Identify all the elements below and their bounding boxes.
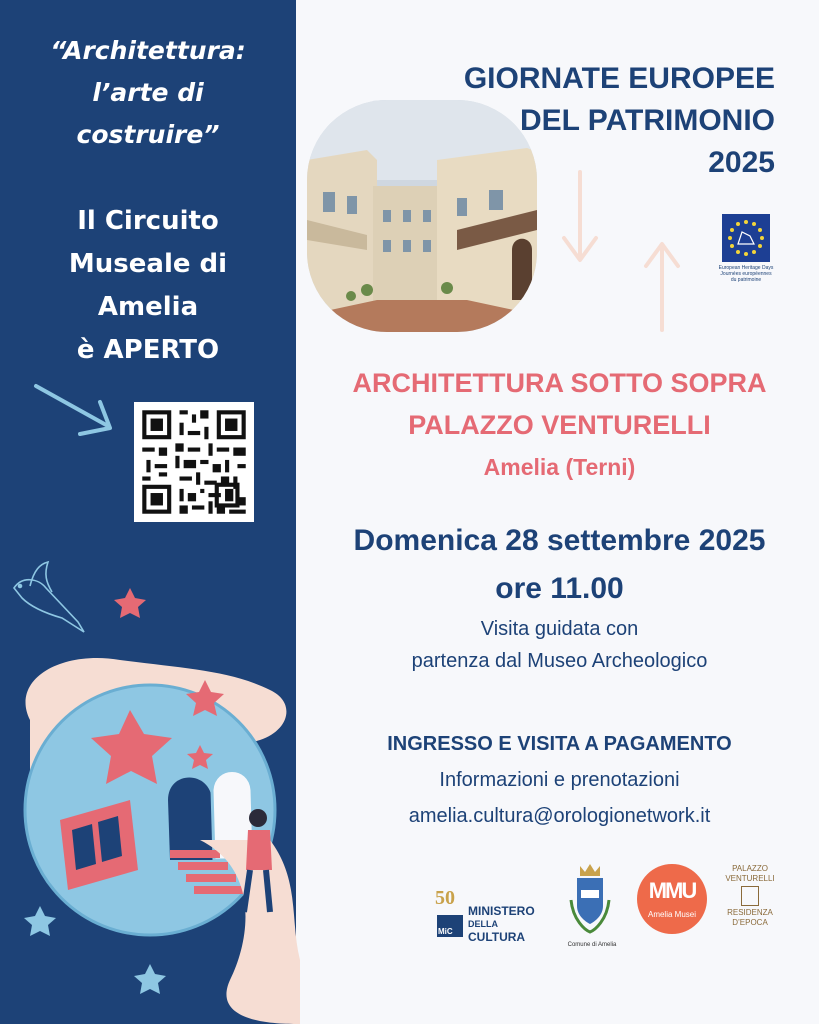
schedule-block (300, 517, 819, 613)
mic-line: DELLA (468, 919, 498, 929)
event-date: Domenica 28 settembre 2025 (353, 524, 766, 557)
eu-flag-icon (722, 214, 770, 262)
crest-icon (741, 886, 759, 906)
pv-line: VENTURELLI (725, 874, 775, 883)
mic-short: MiC (438, 927, 453, 936)
event-time: ore 11.00 (495, 572, 624, 605)
comune-label: Comune di Amelia (567, 942, 617, 948)
event-place: PALAZZO VENTURELLI (408, 410, 711, 440)
coat-of-arms-icon (565, 860, 615, 940)
circuit-line: Amelia (97, 292, 199, 322)
circuit-line: Il Circuito (77, 206, 219, 236)
pv-line: PALAZZO (732, 864, 768, 873)
pv-line: D’EPOCA (732, 918, 768, 927)
booking-email-link[interactable]: amelia.cultura@orologionetwork.it (408, 805, 711, 827)
mic-line: MINISTERO (468, 904, 535, 918)
quote-line: costruire” (76, 120, 220, 149)
circuit-line: è APERTO (76, 335, 220, 365)
qr-code[interactable] (134, 402, 254, 522)
visit-line: partenza dal Museo Archeologico (411, 650, 708, 672)
mic-number: 50 (435, 887, 455, 909)
amelia-musei-logo (637, 864, 707, 934)
mic-line: CULTURA (468, 930, 526, 944)
qr-code-icon (134, 402, 254, 522)
musei-label: Amelia Musei (647, 910, 696, 919)
european-heritage-days-logo (716, 214, 776, 310)
booking-info (300, 762, 819, 834)
decorative-arrows (556, 166, 706, 336)
title-line: 2025 (708, 146, 775, 179)
comune-amelia-logo (565, 860, 615, 955)
illustration (0, 540, 300, 1024)
pv-line: RESIDENZA (727, 908, 773, 917)
musei-mark: MMU (648, 878, 696, 903)
circuit-text (0, 200, 296, 372)
quote-line: “Architettura: (50, 36, 246, 65)
event-city: Amelia (Terni) (483, 454, 636, 480)
partner-logos (430, 860, 810, 960)
title-line: DEL PATRIMONIO (520, 104, 775, 137)
entry-notice: INGRESSO E VISITA A PAGAMENTO (387, 733, 732, 755)
ehd-line: European Heritage Days (718, 265, 774, 271)
star-icon (24, 906, 56, 936)
quote-line: l’arte di (92, 78, 204, 107)
palazzo-photo (307, 100, 537, 332)
arrow-down-right-icon (30, 378, 120, 443)
booking-info-label: Informazioni e prenotazioni (439, 769, 680, 791)
star-icon (114, 588, 146, 618)
palazzo-venturelli-logo (720, 864, 780, 944)
star-icon (134, 964, 166, 994)
quote-text (0, 30, 296, 156)
visit-line: Visita guidata con (480, 618, 639, 640)
ehd-line: Journées européennes (720, 271, 772, 277)
event-title: ARCHITETTURA SOTTO SOPRA (352, 368, 767, 398)
circuit-line: Museale di (68, 249, 228, 279)
visit-description (300, 613, 819, 677)
bird-icon (14, 562, 84, 632)
title-line: GIORNATE EUROPEE (463, 62, 775, 95)
event-block (300, 362, 819, 488)
ministero-cultura-logo (435, 887, 545, 947)
ehd-line: du patrimoine (730, 277, 762, 283)
